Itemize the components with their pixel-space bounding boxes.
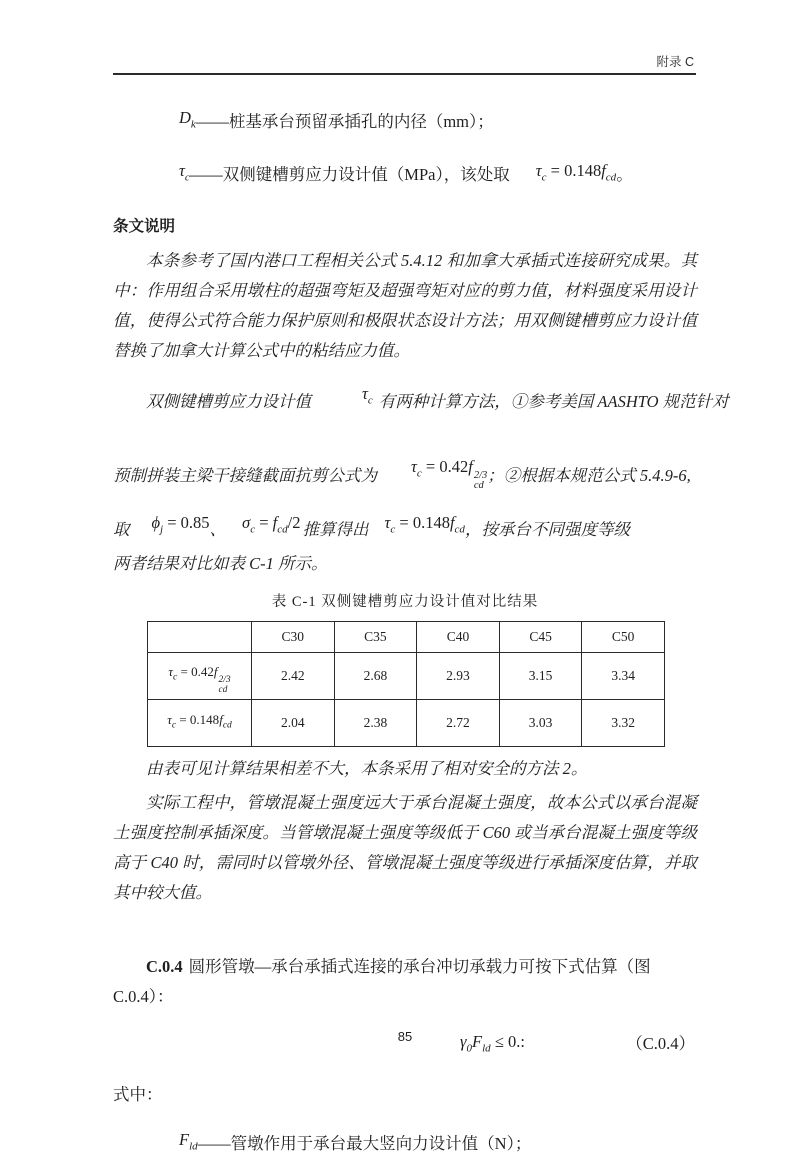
formula-line-2-text-b: ；②根据本规范公式 5.4.9-6, [487, 465, 691, 485]
table-row-formula-label: $\tau_c = 0.42f$ 2/3 cd [148, 652, 252, 699]
definition-tau-c-text: ——双侧键槽剪应力设计值（MPa），该处取 [189, 165, 510, 185]
table-header-cell: C30 [252, 621, 335, 652]
equation-c04-number: （C.0.4） [626, 1033, 695, 1053]
page-header [113, 0, 696, 75]
definition-fld [113, 1125, 697, 1161]
definition-dk [113, 103, 697, 139]
formula-line-3-text-d: ，按承台不同强度等级 [464, 519, 630, 539]
table-value-cell: 2.38 [334, 699, 417, 746]
comparison-table-body [148, 621, 665, 746]
definition-fld-text: ——管墩作用于承台最大竖向力设计值（N）； [197, 1133, 532, 1153]
table-header-cell: C35 [334, 621, 417, 652]
formula-line-2 [113, 433, 697, 491]
clause-c04-text: 圆形管墩—承台承插式连接的承台冲切承载力可按下式估算（图 C.0.4）： [113, 956, 651, 1006]
table-header-cell: C45 [499, 621, 582, 652]
page-content [113, 103, 729, 1161]
table-value-cell: 2.42 [252, 652, 335, 699]
where-label: 式中： [113, 1084, 163, 1104]
table-value-cell: 2.93 [417, 652, 500, 699]
definition-tau-c-tail: 。 [616, 165, 633, 185]
table-value-cell: 2.72 [417, 699, 500, 746]
explanation-paragraph-3: 实际工程中，管墩混凝土强度远大于承台混凝土强度，故本公式以承台混凝土强度控制承插深度。当管墩混凝土强度等级低于 C60 或当承台混凝土强度等级高于 C40 时，需同时以管墩外径、管墩混凝土强度等级进行承插深度估算，并取其中较大值。 [113, 792, 697, 902]
math-formula-tc-0148: $\tau_c = 0.148f_{cd}$ [535, 161, 617, 184]
math-symbol-fld: $F_{ld}$ [179, 1129, 198, 1152]
formula-line-1-text-a: 双侧键槽剪应力设计值 [146, 391, 311, 411]
table-header-cell [148, 621, 252, 652]
table-value-cell: 3.34 [582, 652, 665, 699]
definition-dk-text: ——桩基承台预留承插孔的内径（mm）； [195, 112, 494, 131]
formula-line-3 [113, 497, 697, 545]
table-row [148, 699, 665, 746]
explanation-paragraph-1: 本条参考了国内港口工程相关公式 5.4.12 和加拿大承插式连接研究成果。其中：作用组合采用墩柱的超强弯矩及超强弯矩对应的剪力值，材料强度采用设计值，使得公式符合能力保护原则和极限状态设计方法；用双侧键槽剪应力设计值替换了加拿大计算公式中的粘结应力值。 [113, 250, 697, 360]
math-formula-phi-j: $\phi_j = 0.85$ [151, 513, 210, 536]
math-symbol-tau-c-inline: $\tau_c$ [362, 383, 373, 406]
page-footer [113, 1029, 697, 1044]
comparison-table [147, 621, 665, 747]
table-value-cell: 2.04 [252, 699, 335, 746]
definition-tau-c [113, 156, 697, 192]
formula-line-3-text-a: 取 [113, 519, 130, 539]
table-value-cell: 3.15 [499, 652, 582, 699]
formula-line-3-text-c: 推算得出 [302, 519, 369, 539]
appendix-label: 附录 C [656, 55, 694, 69]
table-row [148, 652, 665, 699]
formula-line-1-text-b: 有两种计算方法，①参考美国 AASHTO 规范针对 [378, 391, 729, 411]
equation-c04-formula: $\gamma_0F_{ld} \le 0$.: [460, 1031, 525, 1054]
table-value-cell: 2.68 [334, 652, 417, 699]
math-formula-tc-0148-inline: $\tau_c = 0.148f_{cd}$ [384, 513, 465, 536]
clause-c04-number: C.0.4 [146, 956, 183, 976]
table-value-cell: 3.03 [499, 699, 582, 746]
page-number: 85 [397, 1029, 413, 1044]
table-value-cell: 3.32 [582, 699, 665, 746]
formula-line-3-sep: 、 [209, 519, 227, 539]
table-caption: 表 C-1 双侧键槽剪应力设计值对比结果 [271, 593, 539, 610]
formula-line-4: 两者结果对比如表 C-1 所示。 [113, 553, 328, 573]
table-header-cell: C40 [417, 621, 500, 652]
math-symbol-dk: $D_k$ [179, 108, 196, 131]
formula-line-1 [113, 379, 729, 417]
table-header-row [148, 621, 665, 652]
math-formula-tc-042: $\tau_c = 0.42f$ 2/3 cd [411, 456, 488, 491]
explanation-heading: 条文说明 [113, 217, 176, 235]
table-header-cell: C50 [582, 621, 665, 652]
explanation-paragraph-2: 由表可见计算结果相差不大，本条采用了相对安全的方法 2。 [146, 758, 588, 778]
math-formula-sigma-c: $\sigma_c = f_{cd}/2$ [242, 513, 301, 536]
math-symbol-tau-c: $\tau_c$ [179, 161, 190, 184]
formula-line-2-text-a: 预制拼装主梁干接缝截面抗剪公式为 [113, 465, 377, 485]
clause-c04 [113, 952, 697, 1012]
table-row-formula-label: $\tau_c = 0.148f_{cd}$ [148, 699, 252, 746]
